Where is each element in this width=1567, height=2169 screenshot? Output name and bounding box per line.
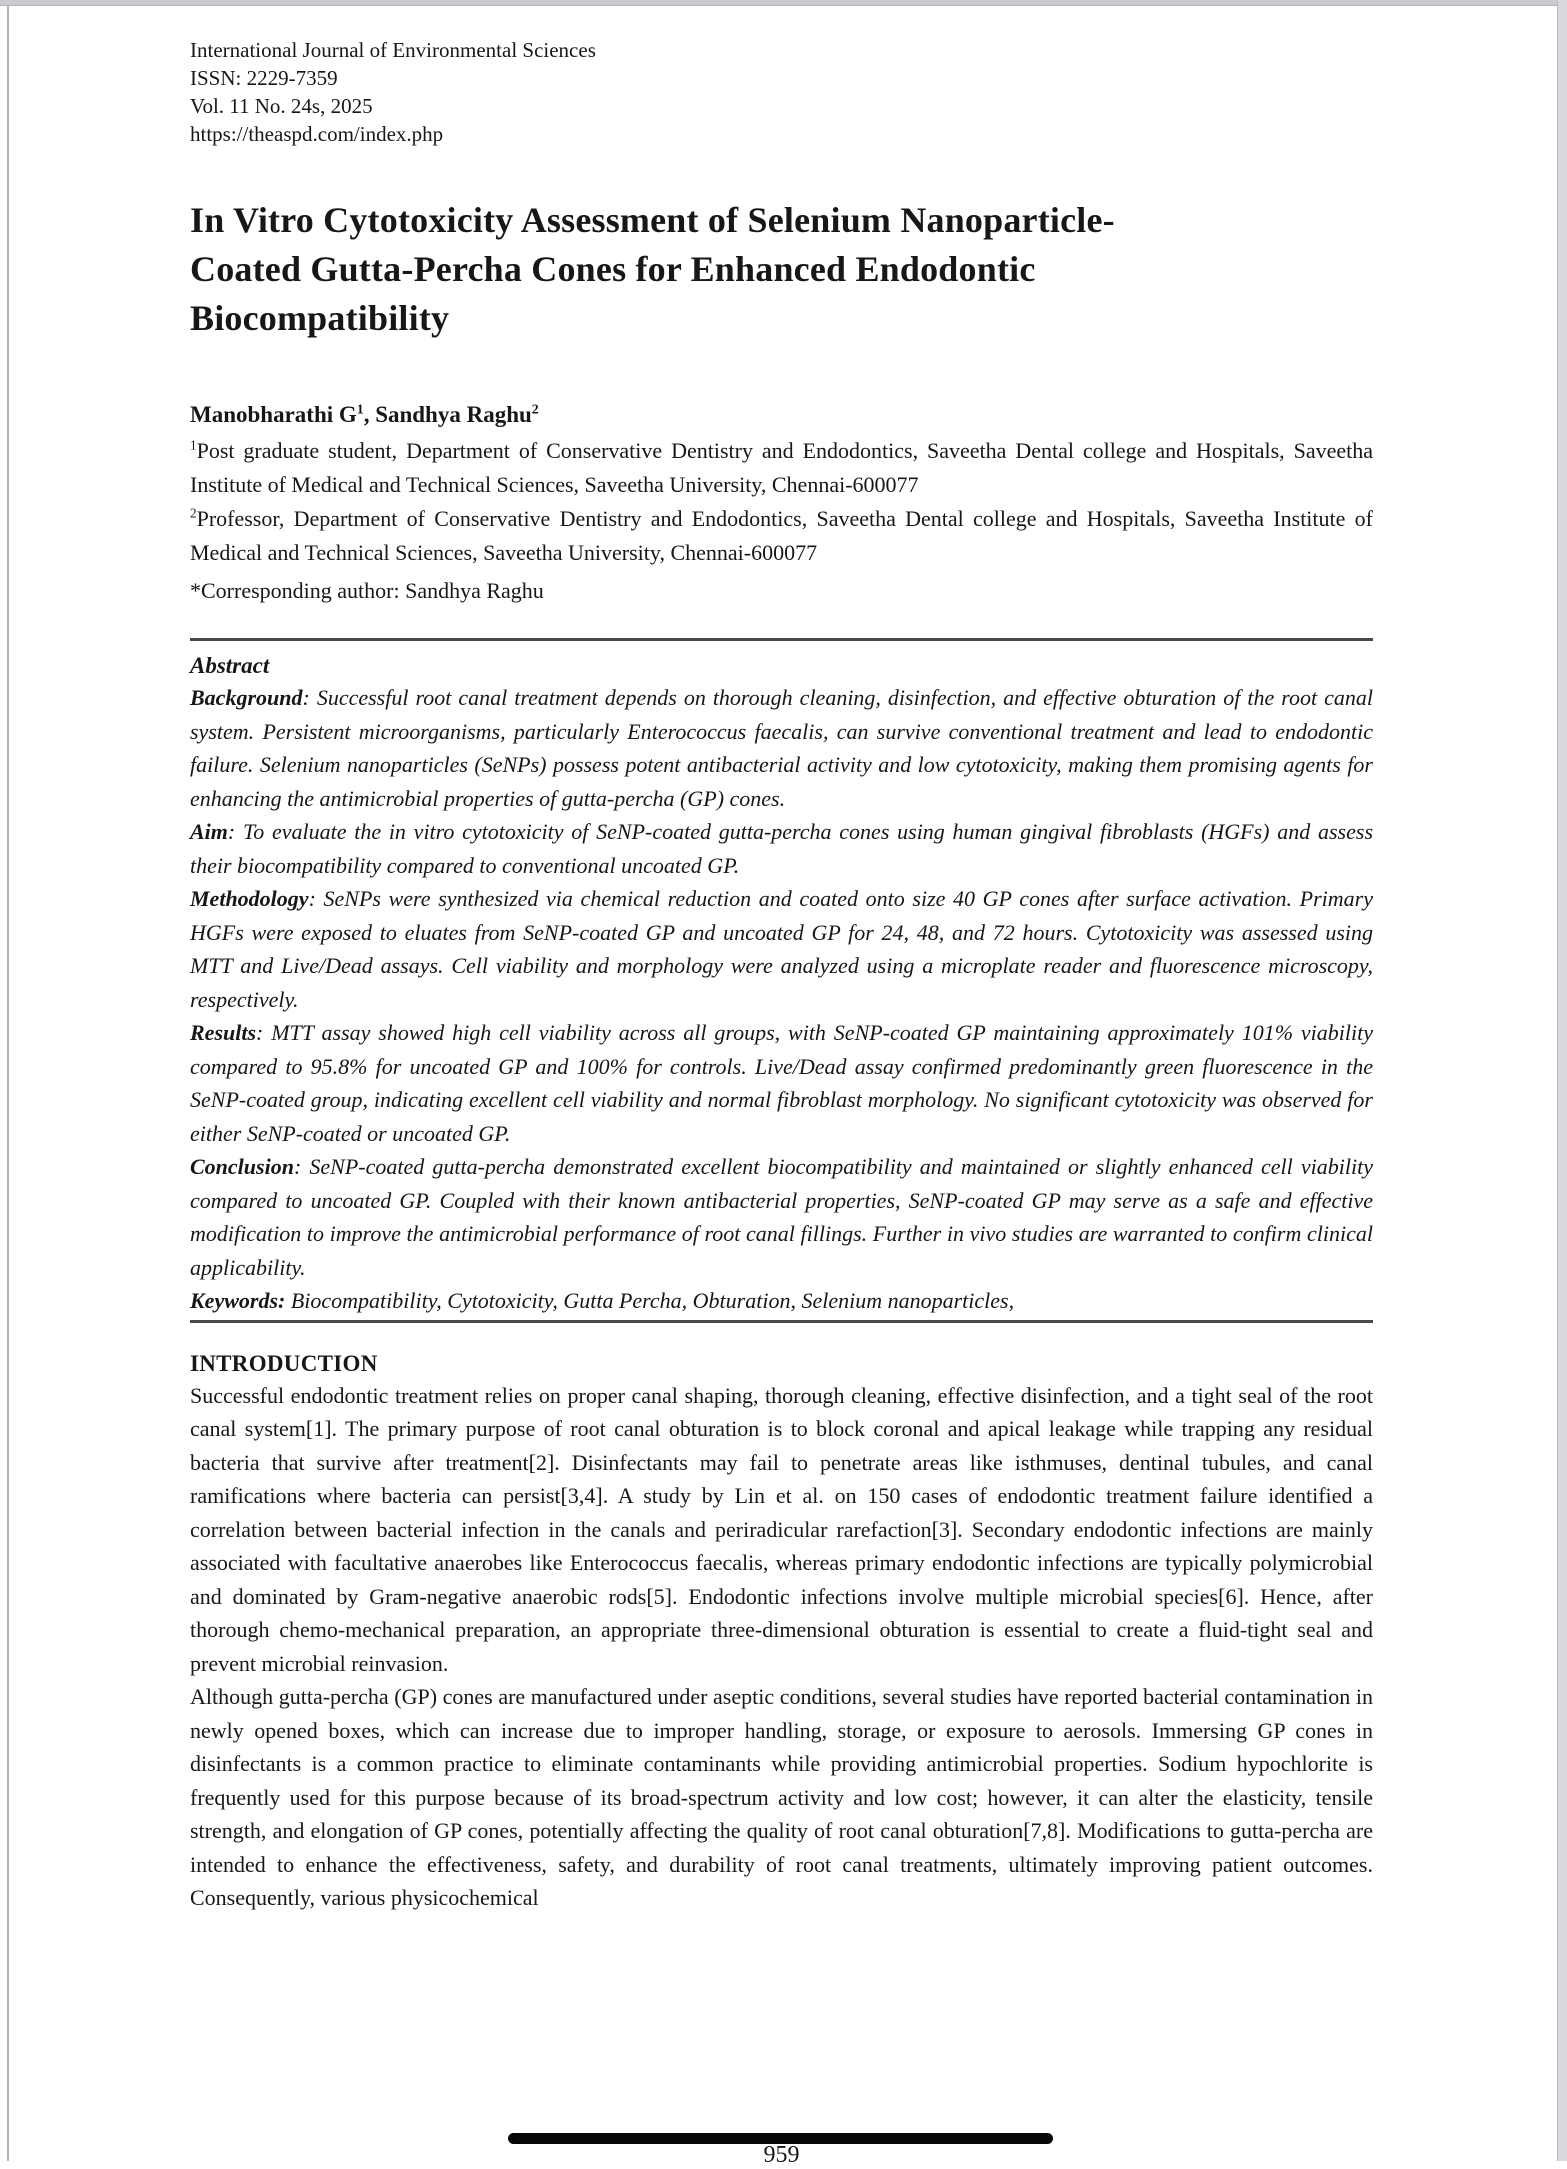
journal-name: International Journal of Environmental Sciences — [190, 38, 596, 62]
journal-url: https://theaspd.com/index.php — [190, 122, 444, 146]
abstract-divider-bottom — [190, 1320, 1373, 1323]
keywords-line — [190, 1284, 1373, 1318]
introduction-paragraph-2: Although gutta-percha (GP) cones are manufactured under aseptic conditions, several studies have reported bacterial contamination in newly opened boxes, which can increase due to improper handling, storage, or exposure to aerosols. Immersing GP cones in disinfectants is a common practice to eliminate contaminants while providing antimicrobial properties. Sodium hypochlorite is frequently used for this purpose because of its broad-spectrum activity and low cost; however, it can alter the elasticity, tensile strength, and elongation of GP cones, potentially affecting the quality of root canal obturation[7,8]. Modifications to gutta-percha are intended to enhance the effectiveness, safety, and durability of root canal treatments, ultimately improving patient outcomes. Consequently, various physicochemical — [190, 1684, 1373, 1910]
page-content — [190, 0, 1373, 1915]
abstract-section-conclusion — [190, 1150, 1373, 1284]
section-separator: : — [308, 886, 324, 911]
section-label: Background — [190, 685, 303, 710]
abstract-section-aim — [190, 815, 1373, 882]
section-text: To evaluate the in vitro cytotoxicity of SeNP-coated gutta-percha cones using human gingival fibroblasts (HGFs) and assess their biocompatibility compared to conventional uncoated GP. — [190, 819, 1374, 878]
section-label: Conclusion — [190, 1154, 294, 1179]
author-1: Manobharathi G — [190, 402, 357, 427]
affiliation-2-text: Professor, Department of Conservative Dentistry and Endodontics, Saveetha Dental college and Hospitals, Saveetha Institute of Medical and Technical Sciences, Saveetha University, Chennai-600077 — [190, 506, 1373, 565]
affiliation-1-superscript: 1 — [190, 437, 197, 453]
title-line-1: In Vitro Cytotoxicity Assessment of Selenium Nanoparticle- — [190, 200, 1115, 240]
journal-header — [190, 36, 1373, 148]
abstract-heading: Abstract — [190, 653, 270, 678]
title-line-2: Coated Gutta-Percha Cones for Enhanced Endodontic — [190, 249, 1036, 289]
affiliation-1 — [190, 434, 1373, 502]
section-separator: : — [227, 819, 243, 844]
section-label: Methodology — [190, 886, 309, 911]
section-label: Aim — [190, 819, 228, 844]
abstract-section-methodology — [190, 882, 1373, 1016]
affiliation-2-superscript: 2 — [190, 505, 197, 521]
abstract-divider-top — [190, 638, 1373, 641]
journal-volume: Vol. 11 No. 24s, 2025 — [190, 94, 373, 118]
page-right-edge — [1557, 0, 1567, 2161]
authors-separator: , — [363, 402, 376, 427]
section-separator: : — [256, 1020, 272, 1045]
page-number: 959 — [763, 2142, 800, 2168]
affiliation-1-text: Post graduate student, Department of Conservative Dentistry and Endodontics, Saveetha Dental college and Hospitals, Saveetha Institute of Medical and Technical Sciences, Saveetha University, Chennai-600077 — [190, 438, 1373, 497]
author-2-superscript: 2 — [531, 401, 539, 417]
author-2: Sandhya Raghu — [375, 402, 532, 427]
title-line-3: Biocompatibility — [190, 298, 450, 338]
section-text: MTT assay showed high cell viability across all groups, with SeNP-coated GP maintaining approximately 101% viability compared to 95.8% for uncoated GP and 100% for controls. Live/Dead assay confirmed predominantly green fluorescence in the SeNP-coated group, indicating excellent cell viability and normal fibroblast morphology. No significant cytotoxicity was observed for either SeNP-coated or uncoated GP. — [190, 1020, 1373, 1146]
abstract-section-background — [190, 681, 1373, 815]
section-label: Results — [190, 1020, 257, 1045]
author-1-superscript: 1 — [356, 401, 364, 417]
affiliation-2 — [190, 502, 1373, 570]
section-text: SeNPs were synthesized via chemical reduction and coated onto size 40 GP cones after surface activation. Primary HGFs were exposed to eluates from SeNP-coated GP and uncoated GP for 24, 48, and 72 hours. Cytotoxicity was assessed using MTT and Live/Dead assays. Cell viability and morphology were analyzed using a microplate reader and fluorescence microscopy, respectively. — [190, 886, 1374, 1012]
abstract-section-results — [190, 1016, 1373, 1150]
introduction-heading: INTRODUCTION — [190, 1350, 378, 1376]
introduction-paragraph-1: Successful endodontic treatment relies on proper canal shaping, thorough cleaning, effective disinfection, and a tight seal of the root canal system[1]. The primary purpose of root canal obturation is to block coronal and apical leakage while trapping any residual bacteria that survive after treatment[2]. Disinfectants may fail to penetrate areas like isthmuses, dentinal tubules, and canal ramifications where bacteria can persist[3,4]. A study by Lin et al. on 150 cases of endodontic treatment failure identified a correlation between bacterial infection in the canals and periradicular rarefaction[3]. Secondary endodontic infections are mainly associated with facultative anaerobes like Enterococcus faecalis, whereas primary endodontic infections are typically polymicrobial and dominated by Gram-negative anaerobic rods[5]. Endodontic infections involve multiple microbial species[6]. Hence, after thorough chemo-mechanical preparation, an appropriate three-dimensional obturation is essential to create a fluid-tight seal and prevent microbial reinvasion. — [190, 1382, 1373, 1676]
section-separator: : — [302, 685, 317, 710]
section-separator: : — [293, 1154, 310, 1179]
corresponding-author: *Corresponding author: Sandhya Raghu — [190, 578, 544, 603]
page-left-border-line — [7, 6, 9, 2161]
article-title — [190, 196, 1373, 343]
section-text: SeNP-coated gutta-percha demonstrated excellent biocompatibility and maintained or slightly enhanced cell viability compared to uncoated GP. Coupled with their known antibacterial properties, SeNP-coated GP may serve as a safe and effective modification to improve the antimicrobial performance of root canal fillings. Further in vivo studies are warranted to confirm clinical applicability. — [190, 1154, 1373, 1280]
keywords-label: Keywords: — [190, 1288, 286, 1313]
journal-issn: ISSN: 2229-7359 — [190, 66, 338, 90]
keywords-text: Biocompatibility, Cytotoxicity, Gutta Percha, Obturation, Selenium nanoparticles, — [285, 1288, 1015, 1313]
section-text: Successful root canal treatment depends on thorough cleaning, disinfection, and effective obturation of the root canal system. Persistent microorganisms, particularly Enterococcus faecalis, can survive conventional treatment and lead to endodontic failure. Selenium nanoparticles (SeNPs) possess potent antibacterial activity and low cytotoxicity, making them promising agents for enhancing the antimicrobial properties of gutta-percha (GP) cones. — [190, 685, 1374, 811]
authors-line — [190, 400, 1373, 430]
